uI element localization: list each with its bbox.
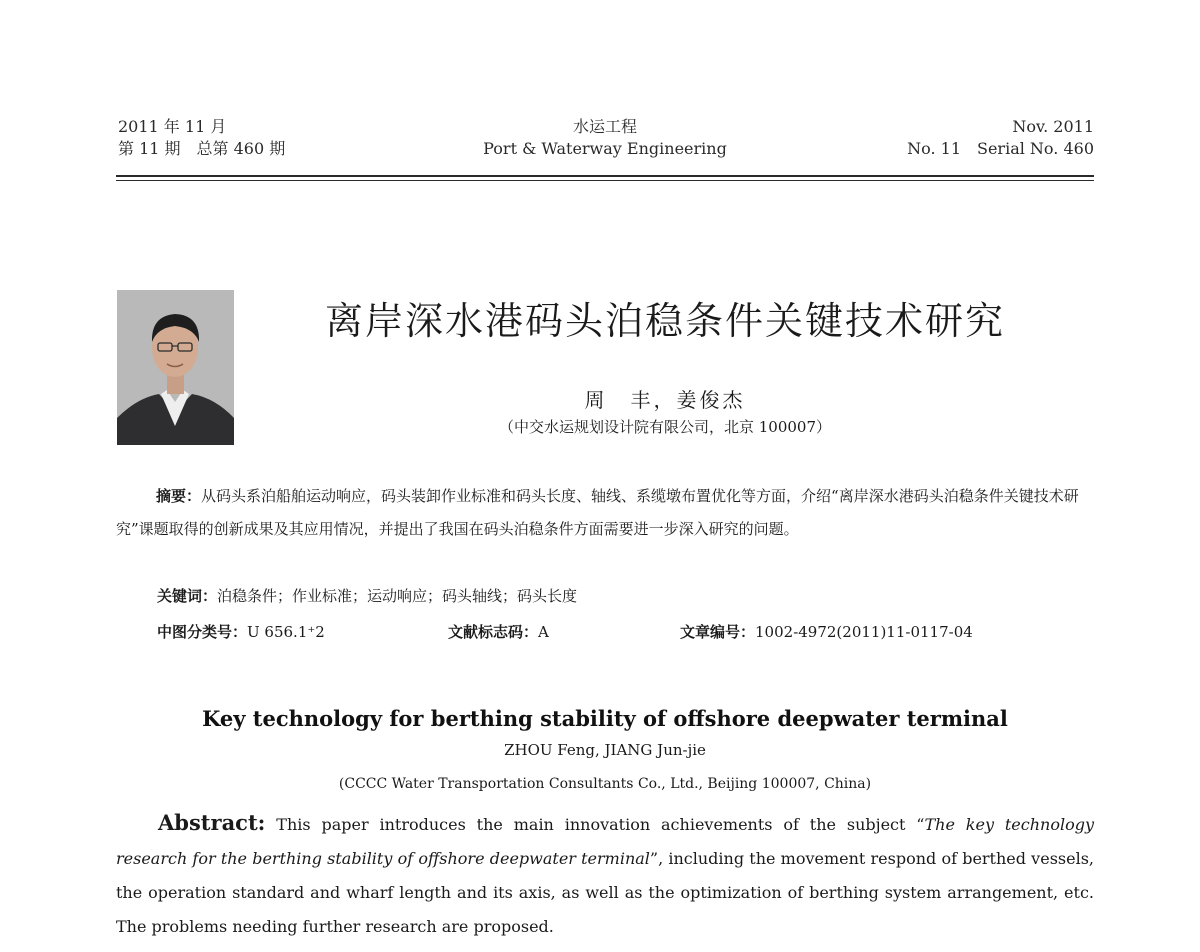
date-line: 2011 年 11 月 — [118, 117, 227, 136]
keywords-cn — [157, 585, 577, 606]
journal-name-en: Port & Waterway Engineering — [483, 139, 727, 158]
authors-en: ZHOU Feng, JIANG Jun-jie — [504, 741, 706, 759]
affiliation-en: (CCCC Water Transportation Consultants Co., Ltd., Beijing 100007, China) — [338, 776, 872, 792]
abstract-cn-text: 从码头系泊船舶运动响应，码头装卸作业标准和码头长度、轴线、系缆墩布置优化等方面，介绍“离岸深水港码头泊稳条件关键技术研究”课题取得的创新成果及其应用情况，并提出了我国在码头泊稳条件方面需要进一步深入研究的问题。 — [116, 487, 1079, 538]
journal-name — [400, 116, 810, 160]
author-photo — [117, 290, 234, 445]
abstract-cn-label: 摘要： — [156, 487, 202, 505]
doc-code-label: 文献标志码： — [448, 623, 539, 641]
abstract-en-text-1: This paper introduces the main innovation achievements of the subject “ — [265, 815, 925, 834]
journal-date-issue — [118, 116, 285, 160]
clc-label: 中图分类号： — [157, 623, 248, 641]
serial-line-en: No. 11 Serial No. 460 — [907, 139, 1094, 158]
header-rule-thin — [116, 180, 1094, 181]
journal-name-cn: 水运工程 — [572, 117, 637, 136]
issue-line: 第 11 期 总第 460 期 — [118, 139, 286, 158]
article-number-value: 1002-4972(2011)11-0117-04 — [755, 623, 973, 641]
abstract-en-label: Abstract: — [158, 810, 266, 835]
abstract-cn — [116, 480, 1094, 546]
keywords-cn-text: 泊稳条件；作业标准；运动响应；码头轴线；码头长度 — [217, 587, 578, 605]
date-line-en: Nov. 2011 — [1012, 117, 1094, 136]
abstract-en-text-2: ”, including the movement respond of berthed vessels, the operation standard and wharf length and its axis, as well as the optimization of berthing system arrangement, etc. The problems needing further research are proposed. — [116, 849, 1094, 936]
clc-value: U 656.1⁺2 — [247, 623, 325, 641]
affiliation-cn: （中交水运规划设计院有限公司，北京 100007） — [498, 418, 832, 436]
journal-date-issue-en — [907, 116, 1094, 160]
paper-title-cn: 离岸深水港码头泊稳条件关键技术研究 — [324, 299, 1005, 343]
abstract-en — [116, 806, 1094, 944]
clc-number — [157, 621, 325, 642]
header-rule — [116, 175, 1094, 177]
keywords-cn-label: 关键词： — [157, 587, 218, 605]
article-number-label: 文章编号： — [680, 623, 756, 641]
article-number — [680, 621, 973, 642]
doc-code-value: A — [538, 623, 549, 641]
paper-title-en: Key technology for berthing stability of offshore deepwater terminal — [202, 706, 1008, 731]
abstract-en-subject-title: The key technology research for the berthing stability of offshore deepwater terminal — [116, 815, 1094, 868]
document-code — [448, 621, 549, 642]
authors-cn: 周 丰，姜俊杰 — [584, 388, 746, 412]
